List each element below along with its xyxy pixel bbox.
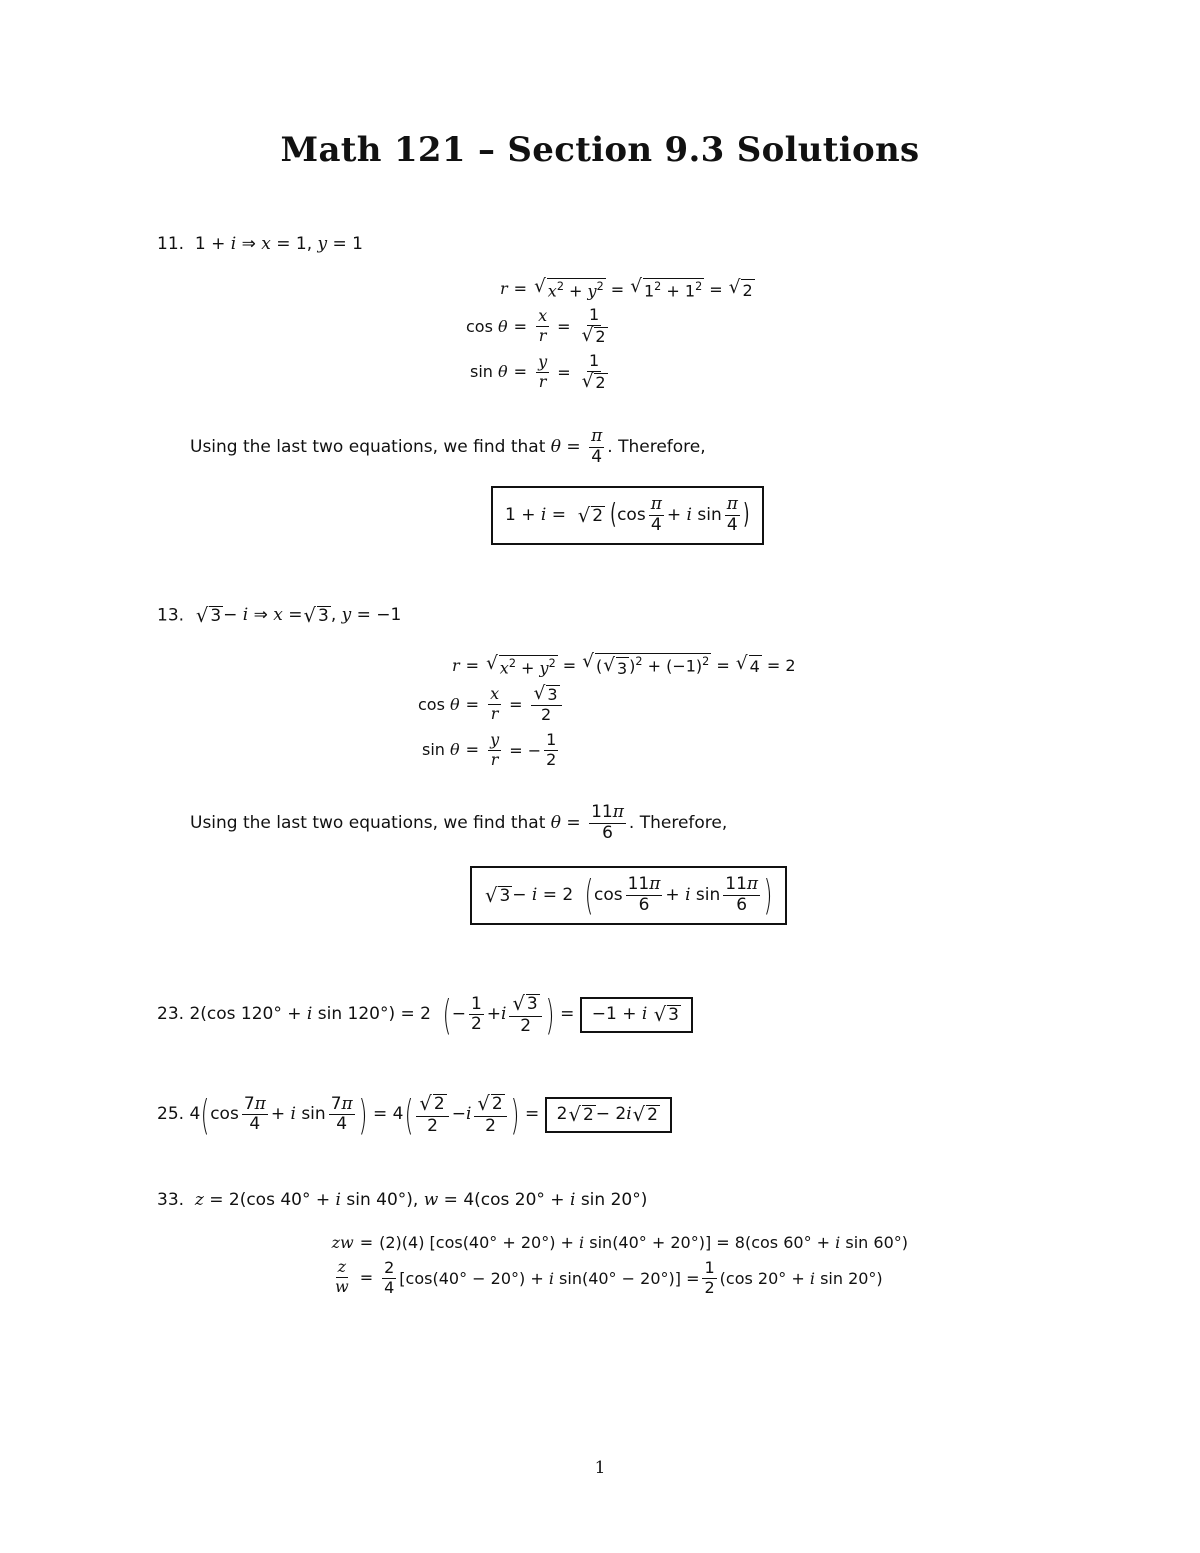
equation-row-r: r = √ $x^2 + y^2$ = √ ( √ 3 )$^2 + (-1)^2$ = √ 4 = 2 xyxy=(452,651,796,679)
equation-row-cos: cos θ = $\frac{x}{r}$ = 1 √ 2 xyxy=(466,305,606,347)
problem-25: 25. 4 ( cos $\frac{7\pi}{4}$ + i sin $\frac{7\pi}{4}$ ) = 4 ( √ 2 2 − i √ 2 2 ) = 2 √ 2 − 2 i √ 2 xyxy=(157,1094,672,1136)
problem-33-equations xyxy=(330,1230,908,1300)
conclusion-text: Using the last two equations, we find that xyxy=(190,812,546,833)
problem-11-conclusion: Using the last two equations, we find that θ = $\frac{\pi}{4}$ . Therefore, xyxy=(190,426,706,467)
page-title: Math 121 – Section 9.3 Solutions xyxy=(280,130,920,170)
page-number: 1 xyxy=(594,1458,606,1478)
conclusion-suffix: . Therefore, xyxy=(628,812,728,833)
problem-number: 23. xyxy=(157,1004,185,1025)
equation-row-sin: sin θ = $\frac{y}{r}$ = 1 √ 2 xyxy=(470,350,606,392)
problem-11-answer: 1 + i = √ 2 ( cos $\frac{\pi}{4}$ + i sin $\frac{\pi}{4}$ ) xyxy=(491,486,764,545)
conclusion-suffix: . Therefore, xyxy=(607,436,706,457)
problem-11-equations xyxy=(466,274,755,395)
problem-11-statement: 1 + i ⇒ x = 1, y = 1 xyxy=(189,234,363,254)
problem-23-answer: −1 + i √ 3 xyxy=(580,997,693,1033)
problem-23: 23. 2(cos 120° + i sin 120°) = 2 ( − $\frac{1}{2}$ + i √ 3 2 ) = −1 + i √ 3 xyxy=(157,994,693,1036)
equation-row-product: zw = (2)(4) [cos(40° + 20°) + i sin(40° + 20°)] = 8(cos 60° + i sin 60°) xyxy=(331,1233,908,1252)
problem-number: 13. xyxy=(157,605,185,626)
problem-13-statement: √ 3 − i ⇒ x = √ 3 , y = −1 xyxy=(195,604,402,627)
problem-number: 11. xyxy=(157,234,185,254)
equation-row-cos: cos θ = $\frac{x}{r}$ = √ 3 2 xyxy=(418,681,796,727)
conclusion-text: Using the last two equations, we find that xyxy=(190,436,546,457)
problem-number: 33. xyxy=(157,1190,185,1210)
equation-row-r: r = √ $x^2 + y^2$ = √ $1^2 + 1^2$ = √ 2 xyxy=(500,276,753,301)
problem-33-statement: z = 2(cos 40° + i sin 40°), w = 4(cos 20° + i sin 20°) xyxy=(194,1190,648,1210)
problem-13-conclusion: Using the last two equations, we find that θ = $\frac{11\pi}{6}$ . Therefore, xyxy=(190,802,728,843)
problem-11-header xyxy=(157,236,363,253)
problem-13-header xyxy=(157,606,401,626)
problem-33-header xyxy=(157,1192,647,1209)
problem-13-answer: √ 3 − i = 2 ( cos $\frac{11\pi}{6}$ + i sin $\frac{11\pi}{6}$ ) xyxy=(470,866,787,925)
problem-25-answer: 2 √ 2 − 2 i √ 2 xyxy=(545,1097,672,1133)
equation-row-sin: sin θ = $\frac{y}{r}$ = − $\frac{1}{2}$ xyxy=(422,729,557,769)
problem-number: 25. xyxy=(157,1104,185,1125)
equation-row-quotient: $\frac{z}{w}$ = $\frac{2}{4}$ [cos(40° − 20°) + i sin(40° − 20°)] = $\frac{1}{2}$ (cos 20° + i sin 20°) xyxy=(335,1257,883,1297)
problem-13-equations xyxy=(418,650,796,772)
